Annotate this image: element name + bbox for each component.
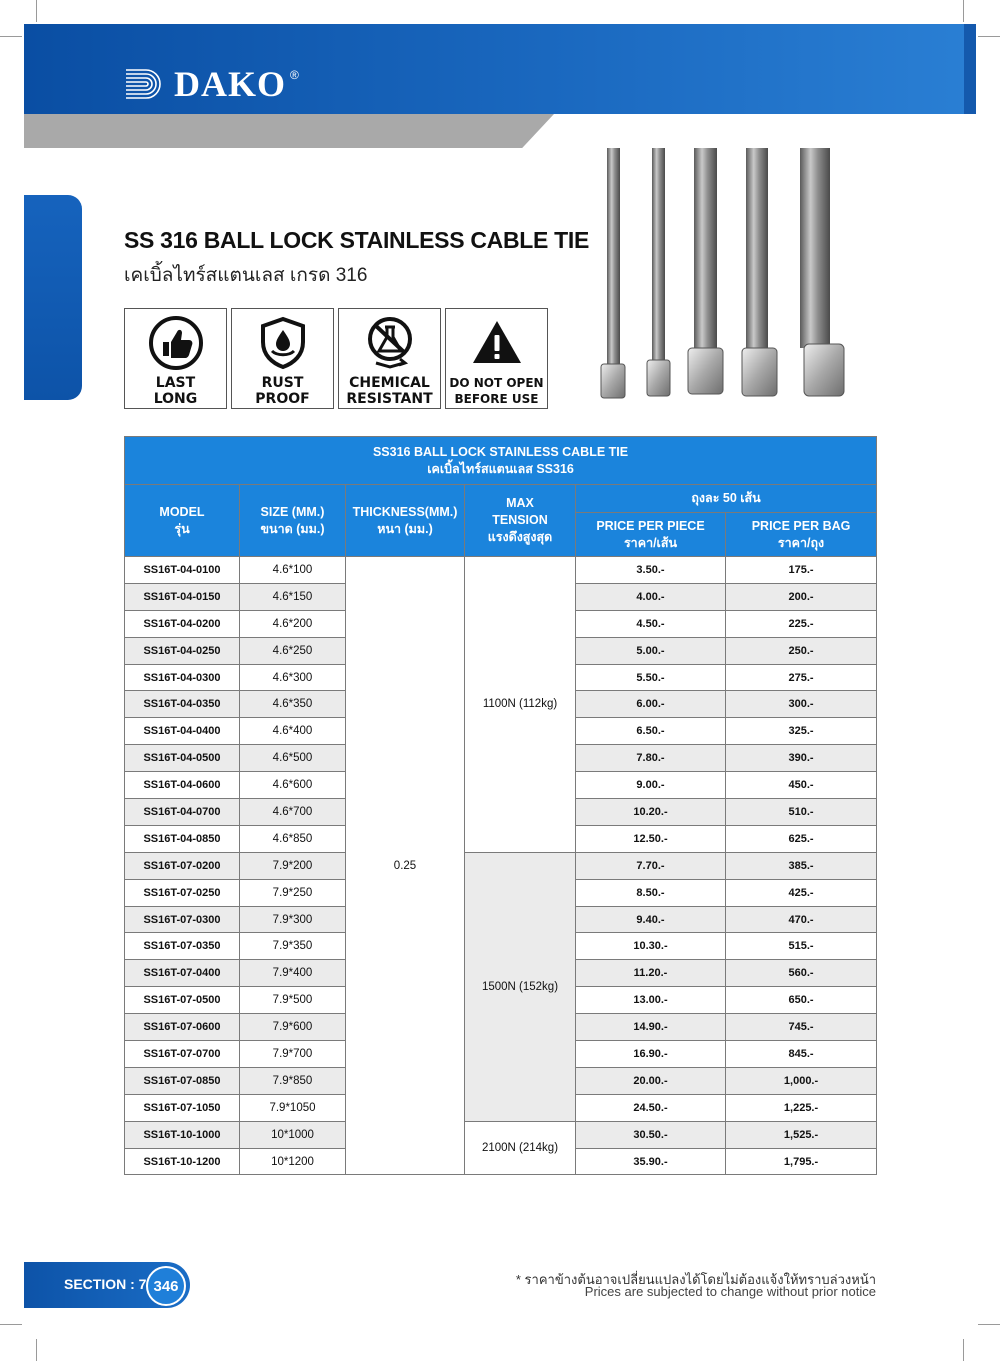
price-note-en: Prices are subjected to change without prior notice [584, 1284, 876, 1299]
cell-size: 7.9*600 [240, 1014, 346, 1041]
col-header-price-piece-th: ราคา/เส้น [623, 535, 678, 550]
cell-size: 7.9*1050 [240, 1094, 346, 1121]
cell-price-bag: 1,225.- [726, 1094, 877, 1121]
cell-model: SS16T-07-0250 [125, 879, 240, 906]
cell-size: 4.6*600 [240, 772, 346, 799]
cell-price-bag: 225.- [726, 610, 877, 637]
table-row [125, 852, 877, 879]
feature-do-not-open [445, 308, 548, 409]
cell-price-piece: 6.00.- [576, 691, 726, 718]
cell-size: 7.9*850 [240, 1067, 346, 1094]
cell-size: 4.6*350 [240, 691, 346, 718]
crop-mark [963, 1339, 964, 1361]
table-banner [125, 437, 877, 485]
col-header-size-en: SIZE (MM.) [260, 504, 325, 519]
cell-size: 4.6*300 [240, 664, 346, 691]
cell-price-piece: 3.50.- [576, 557, 726, 584]
registered-mark: ® [290, 68, 299, 82]
cell-price-piece: 10.20.- [576, 799, 726, 826]
col-header-model-th: รุ่น [174, 521, 190, 536]
cell-price-piece: 10.30.- [576, 933, 726, 960]
crop-mark [978, 36, 1000, 37]
cell-thickness: 0.25 [346, 557, 465, 1175]
cell-model: SS16T-07-0500 [125, 987, 240, 1014]
cell-price-bag: 250.- [726, 637, 877, 664]
cell-price-piece: 5.00.- [576, 637, 726, 664]
section-label: SECTION : 7 [64, 1276, 147, 1292]
cell-price-bag: 1,795.- [726, 1148, 877, 1175]
cell-size: 4.6*150 [240, 583, 346, 610]
cell-price-piece: 30.50.- [576, 1121, 726, 1148]
crop-mark [0, 36, 22, 37]
header-gray-band [24, 114, 554, 148]
warning-triangle-icon [469, 315, 525, 371]
cell-price-bag: 200.- [726, 583, 877, 610]
crop-mark [36, 1339, 37, 1361]
col-header-price-bag [726, 513, 877, 557]
cell-model: SS16T-07-0350 [125, 933, 240, 960]
col-header-price-piece [576, 513, 726, 557]
crop-mark [978, 1324, 1000, 1325]
cell-model: SS16T-04-0250 [125, 637, 240, 664]
page-number: 346 [146, 1266, 186, 1306]
col-header-tension-en: MAX TENSION [492, 496, 548, 527]
cell-model: SS16T-07-0200 [125, 852, 240, 879]
col-header-price-piece-en: PRICE PER PIECE [596, 518, 705, 533]
crop-mark [36, 0, 37, 22]
col-header-price-bag-en: PRICE PER BAG [751, 518, 851, 533]
cell-size: 4.6*700 [240, 799, 346, 826]
col-header-price-bag-th: ราคา/ถุง [777, 535, 825, 550]
cell-price-bag: 450.- [726, 772, 877, 799]
cell-price-bag: 470.- [726, 906, 877, 933]
feature-rust-proof [231, 308, 334, 409]
table-banner-en: SS316 BALL LOCK STAINLESS CABLE TIE [372, 444, 629, 459]
cell-size: 4.6*500 [240, 745, 346, 772]
cell-price-piece: 4.00.- [576, 583, 726, 610]
cell-price-bag: 1,000.- [726, 1067, 877, 1094]
cell-model: SS16T-04-0400 [125, 718, 240, 745]
brand-name: DAKO [174, 64, 286, 104]
cell-price-piece: 20.00.- [576, 1067, 726, 1094]
cell-price-piece: 7.80.- [576, 745, 726, 772]
cell-price-bag: 560.- [726, 960, 877, 987]
feature-label: RUST PROOF [255, 375, 310, 407]
cell-model: SS16T-04-0600 [125, 772, 240, 799]
cell-price-bag: 845.- [726, 1041, 877, 1068]
cell-model: SS16T-04-0850 [125, 825, 240, 852]
cell-tension: 1100N (112kg) [465, 557, 576, 853]
product-photo-cable-ties [590, 148, 860, 408]
cell-tension: 2100N (214kg) [465, 1121, 576, 1175]
cell-model: SS16T-10-1200 [125, 1148, 240, 1175]
col-header-size [240, 485, 346, 557]
feature-label: DO NOT OPEN BEFORE USE [449, 376, 544, 406]
chemical-flask-icon [362, 315, 418, 371]
cell-price-piece: 7.70.- [576, 852, 726, 879]
cell-size: 4.6*100 [240, 557, 346, 584]
cell-price-bag: 275.- [726, 664, 877, 691]
cell-size: 7.9*250 [240, 879, 346, 906]
cell-model: SS16T-04-0350 [125, 691, 240, 718]
col-header-size-th: ขนาด (มม.) [260, 521, 325, 536]
thumbs-up-icon [148, 315, 204, 371]
cell-size: 7.9*350 [240, 933, 346, 960]
cell-price-bag: 510.- [726, 799, 877, 826]
cell-size: 7.9*200 [240, 852, 346, 879]
cell-size: 4.6*400 [240, 718, 346, 745]
cell-model: SS16T-07-0600 [125, 1014, 240, 1041]
cell-price-piece: 16.90.- [576, 1041, 726, 1068]
cell-price-bag: 300.- [726, 691, 877, 718]
brand-logo [124, 66, 299, 102]
feature-last-long [124, 308, 227, 409]
cell-model: SS16T-04-0300 [125, 664, 240, 691]
cell-price-bag: 325.- [726, 718, 877, 745]
cell-price-bag: 385.- [726, 852, 877, 879]
cell-model: SS16T-07-0700 [125, 1041, 240, 1068]
header-edge-bar [964, 24, 976, 114]
cell-price-piece: 12.50.- [576, 825, 726, 852]
cell-price-bag: 625.- [726, 825, 877, 852]
col-header-thickness-th: หนา (มม.) [377, 521, 433, 536]
cell-price-piece: 9.40.- [576, 906, 726, 933]
cell-model: SS16T-07-0300 [125, 906, 240, 933]
section-side-tab [24, 195, 82, 400]
cell-model: SS16T-04-0500 [125, 745, 240, 772]
page-subtitle: เคเบิ้ลไทร์สแตนเลส เกรด 316 [124, 265, 368, 286]
cell-size: 4.6*850 [240, 825, 346, 852]
cell-model: SS16T-07-0400 [125, 960, 240, 987]
cell-price-bag: 175.- [726, 557, 877, 584]
cell-size: 7.9*500 [240, 987, 346, 1014]
cell-model: SS16T-07-0850 [125, 1067, 240, 1094]
cell-price-piece: 5.50.- [576, 664, 726, 691]
cell-price-piece: 4.50.- [576, 610, 726, 637]
cell-price-piece: 14.90.- [576, 1014, 726, 1041]
cell-price-piece: 24.50.- [576, 1094, 726, 1121]
crop-mark [963, 0, 964, 22]
cell-price-bag: 745.- [726, 1014, 877, 1041]
cell-size: 7.9*300 [240, 906, 346, 933]
col-header-tension-th: แรงดึงสูงสุด [487, 530, 553, 544]
col-header-tension [465, 485, 576, 557]
cell-size: 7.9*400 [240, 960, 346, 987]
cell-model: SS16T-04-0700 [125, 799, 240, 826]
dako-logo-mark-icon [124, 67, 170, 101]
feature-label: CHEMICAL RESISTANT [346, 375, 433, 407]
price-note-th: * ราคาข้างต้นอาจเปลี่ยนแปลงได้โดยไม่ต้องแจ้งให้ทราบล่วงหน้า [515, 1272, 876, 1287]
cell-tension: 1500N (152kg) [465, 852, 576, 1121]
cell-model: SS16T-04-0200 [125, 610, 240, 637]
col-header-thickness [346, 485, 465, 557]
col-header-bag-group: ถุงละ 50 เส้น [576, 485, 877, 513]
cell-price-bag: 1,525.- [726, 1121, 877, 1148]
cell-size: 10*1000 [240, 1121, 346, 1148]
cell-size: 4.6*200 [240, 610, 346, 637]
cell-size: 4.6*250 [240, 637, 346, 664]
table-banner-th: เคเบิ้ลไทร์สแตนเลส SS316 [427, 461, 574, 476]
cell-model: SS16T-10-1000 [125, 1121, 240, 1148]
cell-size: 7.9*700 [240, 1041, 346, 1068]
cell-price-bag: 650.- [726, 987, 877, 1014]
rust-proof-shield-icon [255, 315, 311, 371]
feature-icons [124, 308, 548, 409]
cell-price-piece: 11.20.- [576, 960, 726, 987]
table-row [125, 557, 877, 584]
cell-price-bag: 425.- [726, 879, 877, 906]
cell-price-bag: 515.- [726, 933, 877, 960]
page-title: SS 316 BALL LOCK STAINLESS CABLE TIE [124, 227, 590, 253]
cell-price-piece: 6.50.- [576, 718, 726, 745]
cell-price-piece: 13.00.- [576, 987, 726, 1014]
price-table [124, 436, 876, 1175]
crop-mark [0, 1324, 22, 1325]
cell-price-bag: 390.- [726, 745, 877, 772]
cell-model: SS16T-04-0100 [125, 557, 240, 584]
col-header-model-en: MODEL [159, 504, 205, 519]
cell-price-piece: 8.50.- [576, 879, 726, 906]
feature-chemical-resistant [338, 308, 441, 409]
cell-size: 10*1200 [240, 1148, 346, 1175]
col-header-model [125, 485, 240, 557]
feature-label: LAST LONG [153, 375, 198, 407]
cell-model: SS16T-07-1050 [125, 1094, 240, 1121]
col-header-thickness-en: THICKNESS(MM.) [352, 504, 458, 519]
cell-model: SS16T-04-0150 [125, 583, 240, 610]
cell-price-piece: 9.00.- [576, 772, 726, 799]
cell-price-piece: 35.90.- [576, 1148, 726, 1175]
table-row [125, 1121, 877, 1148]
